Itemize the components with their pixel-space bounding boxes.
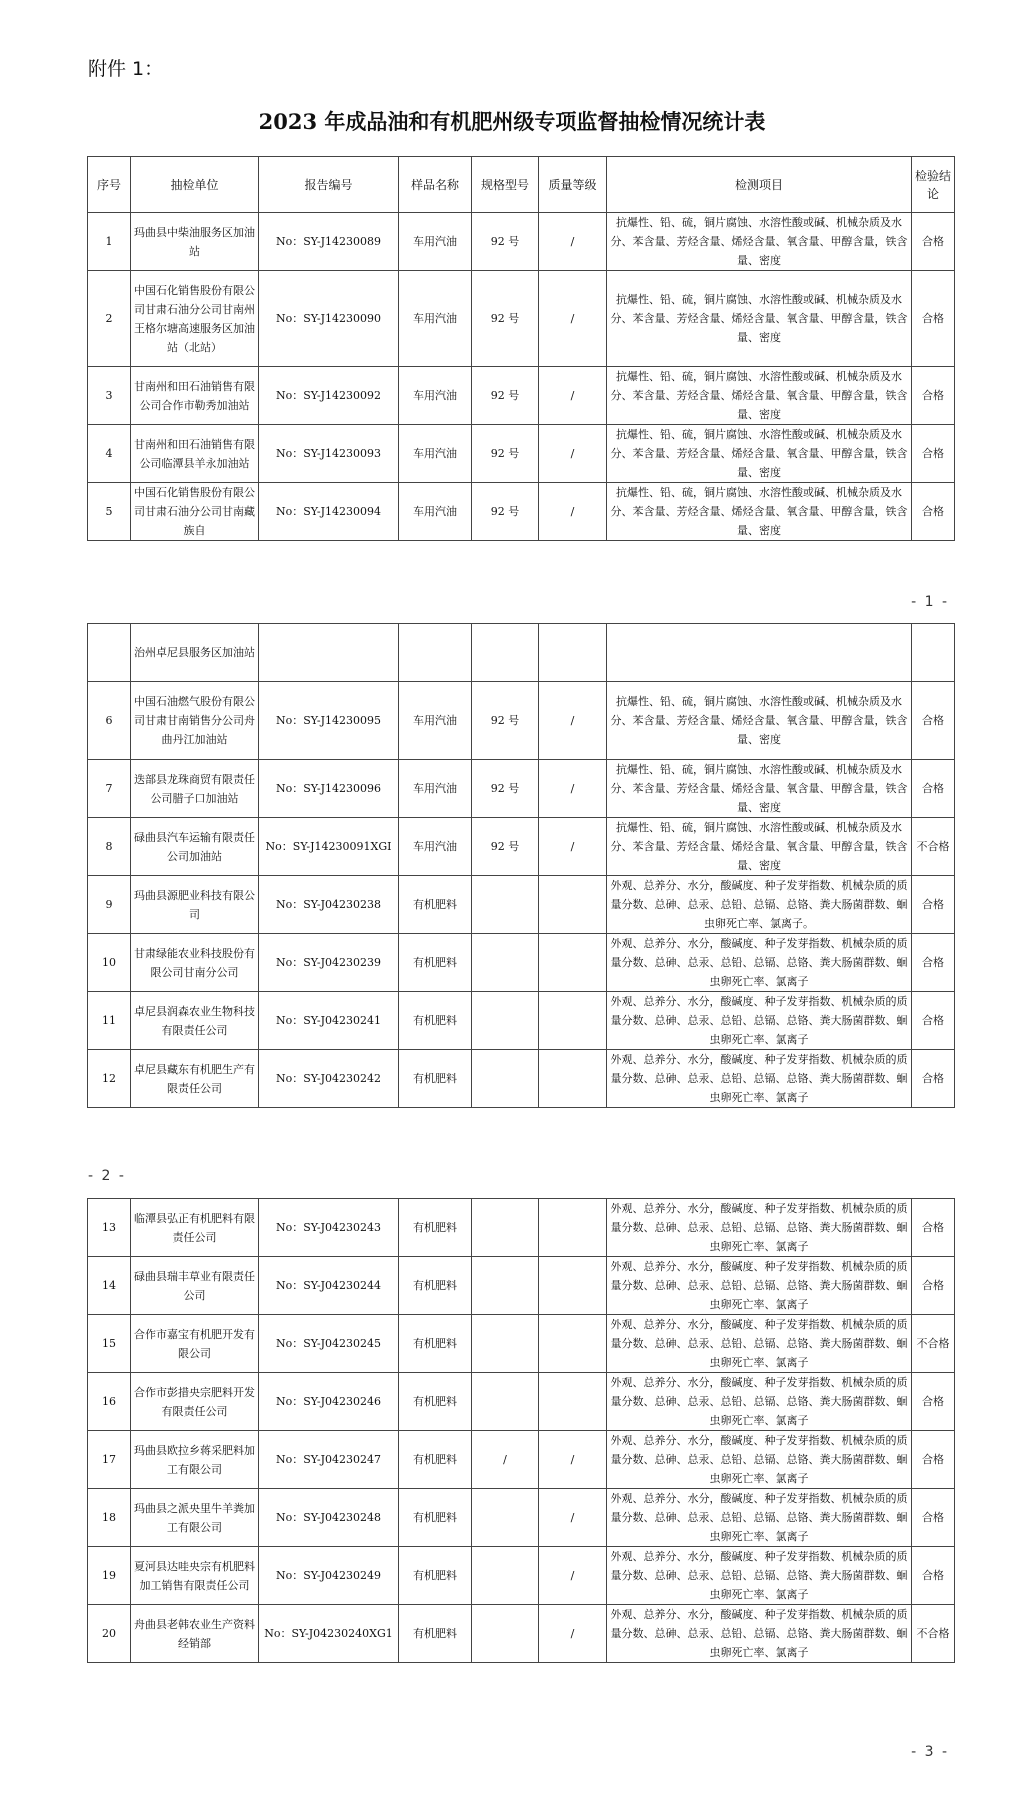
- cell-items: 外观、总养分、水分，酸碱度、种子发芽指数、机械杂质的质量分数、总砷、总汞、总铅、总镉、总铬、粪大肠菌群数、蛔虫卵死亡率、氯离子: [607, 1431, 912, 1489]
- header-grade: 质量等级: [539, 157, 607, 213]
- inspection-table-page1: [87, 156, 955, 541]
- cell-items: 抗爆性、铅、硫，铜片腐蚀、水溶性酸或碱、机械杂质及水分、苯含量、芳烃含量、烯烃含量、氧含量、甲醇含量，铁含量、密度: [607, 760, 912, 818]
- cell-unit: 中国石化销售股份有限公司甘肃石油分公司甘南藏族自: [131, 483, 259, 541]
- cell-sample: 有机肥料: [399, 1605, 472, 1663]
- cell-spec: [472, 1257, 539, 1315]
- cell-spec: 92 号: [472, 271, 539, 367]
- page-number-2: - 2 -: [88, 1168, 126, 1184]
- header-no: 序号: [88, 157, 131, 213]
- cell-grade: /: [539, 818, 607, 876]
- table-body-page1: [88, 213, 955, 541]
- cell-grade: /: [539, 213, 607, 271]
- table-row: [88, 1605, 955, 1663]
- cell-report: No：SY-J04230242: [259, 1050, 399, 1108]
- cell-grade: /: [539, 1547, 607, 1605]
- cell-sample: 有机肥料: [399, 876, 472, 934]
- table-row: [88, 367, 955, 425]
- cell-sample: [399, 624, 472, 682]
- cell-no: 9: [88, 876, 131, 934]
- cell-items: 抗爆性、铅、硫，铜片腐蚀、水溶性酸或碱、机械杂质及水分、苯含量、芳烃含量、烯烃含量、氧含量、甲醇含量，铁含量、密度: [607, 367, 912, 425]
- cell-spec: 92 号: [472, 682, 539, 760]
- cell-result: 合格: [912, 992, 955, 1050]
- inspection-table-page3: [87, 1198, 955, 1663]
- cell-report: No：SY-J14230092: [259, 367, 399, 425]
- cell-grade: [539, 1050, 607, 1108]
- cell-unit: 甘南州和田石油销售有限公司临潭县羊永加油站: [131, 425, 259, 483]
- cell-no: 3: [88, 367, 131, 425]
- cell-result: 不合格: [912, 1605, 955, 1663]
- header-report: 报告编号: [259, 157, 399, 213]
- cell-result: [912, 624, 955, 682]
- cell-result: 合格: [912, 1489, 955, 1547]
- annex-label: 附件 1：: [88, 58, 164, 80]
- cell-items: 抗爆性、铅、硫，铜片腐蚀、水溶性酸或碱、机械杂质及水分、苯含量、芳烃含量、烯烃含量、氧含量、甲醇含量，铁含量、密度: [607, 425, 912, 483]
- cell-spec: 92 号: [472, 818, 539, 876]
- table-row: [88, 1489, 955, 1547]
- cell-spec: [472, 1489, 539, 1547]
- cell-unit: 玛曲县欧拉乡蒋采肥料加工有限公司: [131, 1431, 259, 1489]
- cell-report: No：SY-J14230090: [259, 271, 399, 367]
- cell-unit: 甘肃绿能农业科技股份有限公司甘南分公司: [131, 934, 259, 992]
- cell-report: No：SY-J04230246: [259, 1373, 399, 1431]
- cell-result: 合格: [912, 682, 955, 760]
- cell-spec: 92 号: [472, 483, 539, 541]
- cell-items: 外观、总养分、水分，酸碱度、种子发芽指数、机械杂质的质量分数、总砷、总汞、总铅、总镉、总铬、粪大肠菌群数、蛔虫卵死亡率、氯离子: [607, 1050, 912, 1108]
- table-row: [88, 934, 955, 992]
- table-row: [88, 760, 955, 818]
- header-spec: 规格型号: [472, 157, 539, 213]
- cell-sample: 有机肥料: [399, 1050, 472, 1108]
- cell-report: No：SY-J14230096: [259, 760, 399, 818]
- cell-no: 6: [88, 682, 131, 760]
- inspection-table-page2: [87, 623, 955, 1108]
- cell-unit: 中国石化销售股份有限公司甘肃石油分公司甘南州王格尔塘高速服务区加油站（北站）: [131, 271, 259, 367]
- page-number-1: - 1 -: [911, 594, 949, 610]
- cell-grade: [539, 876, 607, 934]
- cell-grade: /: [539, 682, 607, 760]
- cell-grade: [539, 1199, 607, 1257]
- cell-report: No：SY-J04230238: [259, 876, 399, 934]
- cell-grade: [539, 1373, 607, 1431]
- cell-grade: /: [539, 367, 607, 425]
- cell-sample: 车用汽油: [399, 271, 472, 367]
- cell-spec: [472, 624, 539, 682]
- cell-no: 11: [88, 992, 131, 1050]
- cell-no: 19: [88, 1547, 131, 1605]
- cell-report: No：SY-J14230093: [259, 425, 399, 483]
- table-row: [88, 682, 955, 760]
- cell-no: 4: [88, 425, 131, 483]
- cell-unit: 合作市嘉宝有机肥开发有限公司: [131, 1315, 259, 1373]
- cell-report: No：SY-J04230240XG1: [259, 1605, 399, 1663]
- cell-no: 5: [88, 483, 131, 541]
- cell-result: 合格: [912, 876, 955, 934]
- cell-items: [607, 624, 912, 682]
- cell-sample: 车用汽油: [399, 760, 472, 818]
- table-body-page2: [88, 624, 955, 1108]
- cell-grade: [539, 992, 607, 1050]
- cell-grade: /: [539, 483, 607, 541]
- table-row: [88, 483, 955, 541]
- table-row: [88, 1257, 955, 1315]
- cell-sample: 车用汽油: [399, 483, 472, 541]
- cell-no: 17: [88, 1431, 131, 1489]
- cell-items: 外观、总养分、水分，酸碱度、种子发芽指数、机械杂质的质量分数、总砷、总汞、总铅、总镉、总铬、粪大肠菌群数、蛔虫卵死亡率、氯离子: [607, 992, 912, 1050]
- cell-spec: [472, 876, 539, 934]
- cell-report: No：SY-J04230244: [259, 1257, 399, 1315]
- cell-items: 抗爆性、铅、硫，铜片腐蚀、水溶性酸或碱、机械杂质及水分、苯含量、芳烃含量、烯烃含量、氧含量、甲醇含量，铁含量、密度: [607, 483, 912, 541]
- cell-result: 合格: [912, 1547, 955, 1605]
- cell-items: 抗爆性、铅、硫，铜片腐蚀、水溶性酸或碱、机械杂质及水分、苯含量、芳烃含量、烯烃含量、氧含量、甲醇含量，铁含量、密度: [607, 271, 912, 367]
- cell-spec: [472, 934, 539, 992]
- cell-grade: [539, 1315, 607, 1373]
- page-title: 2023 年成品油和有机肥州级专项监督抽检情况统计表: [258, 109, 766, 134]
- table-row: [88, 1431, 955, 1489]
- table-body-page3: [88, 1199, 955, 1663]
- cell-result: 合格: [912, 1373, 955, 1431]
- cell-grade: /: [539, 1489, 607, 1547]
- cell-result: 不合格: [912, 1315, 955, 1373]
- cell-result: 合格: [912, 367, 955, 425]
- cell-grade: [539, 624, 607, 682]
- header-unit: 抽检单位: [131, 157, 259, 213]
- cell-no: 8: [88, 818, 131, 876]
- cell-no: 16: [88, 1373, 131, 1431]
- cell-items: 外观、总养分、水分，酸碱度、种子发芽指数、机械杂质的质量分数、总砷、总汞、总铅、总镉、总铬、粪大肠菌群数、蛔虫卵死亡率、氯离子: [607, 934, 912, 992]
- cell-sample: 有机肥料: [399, 1489, 472, 1547]
- cell-sample: 有机肥料: [399, 1199, 472, 1257]
- cell-result: 合格: [912, 760, 955, 818]
- cell-spec: [472, 1605, 539, 1663]
- cell-report: No：SY-J14230091XGI: [259, 818, 399, 876]
- table-row: [88, 213, 955, 271]
- page-number-3: - 3 -: [911, 1744, 949, 1760]
- table-row: [88, 1199, 955, 1257]
- cell-sample: 有机肥料: [399, 992, 472, 1050]
- cell-unit: 碌曲县瑞丰草业有限责任公司: [131, 1257, 259, 1315]
- cell-sample: 有机肥料: [399, 1257, 472, 1315]
- cell-unit: 夏河县达哇央宗有机肥料加工销售有限责任公司: [131, 1547, 259, 1605]
- cell-sample: 有机肥料: [399, 1431, 472, 1489]
- cell-unit: 合作市彭措央宗肥料开发有限责任公司: [131, 1373, 259, 1431]
- table-row: [88, 1547, 955, 1605]
- cell-items: 外观、总养分、水分，酸碱度、种子发芽指数、机械杂质的质量分数、总砷、总汞、总铅、总镉、总铬、粪大肠菌群数、蛔虫卵死亡率、氯离子。: [607, 876, 912, 934]
- cell-grade: /: [539, 271, 607, 367]
- cell-no: 2: [88, 271, 131, 367]
- cell-spec: [472, 1373, 539, 1431]
- cell-sample: 车用汽油: [399, 818, 472, 876]
- cell-grade: /: [539, 1431, 607, 1489]
- cell-result: 合格: [912, 483, 955, 541]
- cell-report: No：SY-J14230089: [259, 213, 399, 271]
- cell-no: 18: [88, 1489, 131, 1547]
- cell-no: 7: [88, 760, 131, 818]
- cell-sample: 有机肥料: [399, 1547, 472, 1605]
- cell-spec: 92 号: [472, 425, 539, 483]
- cell-unit: 玛曲县之派央里牛羊粪加工有限公司: [131, 1489, 259, 1547]
- cell-no: 15: [88, 1315, 131, 1373]
- cell-unit: 玛曲县源肥业科技有限公司: [131, 876, 259, 934]
- cell-items: 外观、总养分、水分，酸碱度、种子发芽指数、机械杂质的质量分数、总砷、总汞、总铅、总镉、总铬、粪大肠菌群数、蛔虫卵死亡率、氯离子: [607, 1605, 912, 1663]
- table-row: [88, 1315, 955, 1373]
- cell-grade: [539, 934, 607, 992]
- cell-result: 合格: [912, 213, 955, 271]
- cell-report: No：SY-J04230249: [259, 1547, 399, 1605]
- table-row: [88, 271, 955, 367]
- cell-grade: /: [539, 425, 607, 483]
- cell-unit: 治州卓尼县服务区加油站: [131, 624, 259, 682]
- cell-items: 外观、总养分、水分，酸碱度、种子发芽指数、机械杂质的质量分数、总砷、总汞、总铅、总镉、总铬、粪大肠菌群数、蛔虫卵死亡率、氯离子: [607, 1199, 912, 1257]
- cell-unit: 甘南州和田石油销售有限公司合作市勒秀加油站: [131, 367, 259, 425]
- table-row: [88, 1373, 955, 1431]
- table-row: [88, 818, 955, 876]
- cell-no: 13: [88, 1199, 131, 1257]
- cell-spec: [472, 1199, 539, 1257]
- cell-report: [259, 624, 399, 682]
- header-items: 检测项目: [607, 157, 912, 213]
- cell-sample: 车用汽油: [399, 213, 472, 271]
- cell-no: 20: [88, 1605, 131, 1663]
- cell-spec: 92 号: [472, 367, 539, 425]
- cell-result: 合格: [912, 425, 955, 483]
- cell-spec: [472, 1547, 539, 1605]
- header-result: 检验结论: [912, 157, 955, 213]
- cell-items: 外观、总养分、水分，酸碱度、种子发芽指数、机械杂质的质量分数、总砷、总汞、总铅、总镉、总铬、粪大肠菌群数、蛔虫卵死亡率、氯离子: [607, 1257, 912, 1315]
- cell-grade: /: [539, 1605, 607, 1663]
- cell-no: 14: [88, 1257, 131, 1315]
- cell-report: No：SY-J04230239: [259, 934, 399, 992]
- cell-spec: [472, 1315, 539, 1373]
- cell-items: 外观、总养分、水分，酸碱度、种子发芽指数、机械杂质的质量分数、总砷、总汞、总铅、总镉、总铬、粪大肠菌群数、蛔虫卵死亡率、氯离子: [607, 1315, 912, 1373]
- cell-report: No：SY-J14230095: [259, 682, 399, 760]
- cell-sample: 有机肥料: [399, 1315, 472, 1373]
- cell-unit: 卓尼县藏东有机肥生产有限责任公司: [131, 1050, 259, 1108]
- cell-no: [88, 624, 131, 682]
- table-row: [88, 624, 955, 682]
- cell-result: 不合格: [912, 818, 955, 876]
- table-row: [88, 425, 955, 483]
- cell-report: No：SY-J04230243: [259, 1199, 399, 1257]
- cell-sample: 车用汽油: [399, 682, 472, 760]
- cell-result: 合格: [912, 271, 955, 367]
- cell-unit: 玛曲县中柴油服务区加油站: [131, 213, 259, 271]
- cell-report: No：SY-J04230247: [259, 1431, 399, 1489]
- cell-sample: 有机肥料: [399, 1373, 472, 1431]
- cell-items: 外观、总养分、水分，酸碱度、种子发芽指数、机械杂质的质量分数、总砷、总汞、总铅、总镉、总铬、粪大肠菌群数、蛔虫卵死亡率、氯离子: [607, 1373, 912, 1431]
- cell-spec: 92 号: [472, 213, 539, 271]
- table-row: [88, 992, 955, 1050]
- cell-unit: 中国石油燃气股份有限公司甘肃甘南销售分公司舟曲丹江加油站: [131, 682, 259, 760]
- cell-spec: /: [472, 1431, 539, 1489]
- cell-result: 合格: [912, 1431, 955, 1489]
- cell-no: 10: [88, 934, 131, 992]
- cell-no: 12: [88, 1050, 131, 1108]
- cell-sample: 车用汽油: [399, 367, 472, 425]
- cell-report: No：SY-J14230094: [259, 483, 399, 541]
- cell-result: 合格: [912, 1257, 955, 1315]
- cell-items: 外观、总养分、水分，酸碱度、种子发芽指数、机械杂质的质量分数、总砷、总汞、总铅、总镉、总铬、粪大肠菌群数、蛔虫卵死亡率、氯离子: [607, 1547, 912, 1605]
- cell-unit: 迭部县龙珠商贸有限责任公司腊子口加油站: [131, 760, 259, 818]
- table-row: [88, 1050, 955, 1108]
- cell-no: 1: [88, 213, 131, 271]
- cell-unit: 临潭县弘正有机肥料有限责任公司: [131, 1199, 259, 1257]
- cell-unit: 卓尼县润森农业生物科技有限责任公司: [131, 992, 259, 1050]
- cell-grade: /: [539, 760, 607, 818]
- cell-items: 外观、总养分、水分，酸碱度、种子发芽指数、机械杂质的质量分数、总砷、总汞、总铅、总镉、总铬、粪大肠菌群数、蛔虫卵死亡率、氯离子: [607, 1489, 912, 1547]
- cell-sample: 车用汽油: [399, 425, 472, 483]
- cell-result: 合格: [912, 1050, 955, 1108]
- cell-spec: [472, 1050, 539, 1108]
- cell-report: No：SY-J04230241: [259, 992, 399, 1050]
- cell-unit: 碌曲县汽车运输有限责任公司加油站: [131, 818, 259, 876]
- cell-items: 抗爆性、铅、硫，铜片腐蚀、水溶性酸或碱、机械杂质及水分、苯含量、芳烃含量、烯烃含量、氧含量、甲醇含量，铁含量、密度: [607, 682, 912, 760]
- cell-report: No：SY-J04230245: [259, 1315, 399, 1373]
- cell-result: 合格: [912, 1199, 955, 1257]
- cell-sample: 有机肥料: [399, 934, 472, 992]
- cell-spec: [472, 992, 539, 1050]
- cell-spec: 92 号: [472, 760, 539, 818]
- cell-items: 抗爆性、铅、硫，铜片腐蚀、水溶性酸或碱、机械杂质及水分、苯含量、芳烃含量、烯烃含量、氧含量、甲醇含量，铁含量、密度: [607, 818, 912, 876]
- cell-unit: 舟曲县老韩农业生产资料经销部: [131, 1605, 259, 1663]
- cell-result: 合格: [912, 934, 955, 992]
- cell-items: 抗爆性、铅、硫，铜片腐蚀、水溶性酸或碱、机械杂质及水分、苯含量、芳烃含量、烯烃含量、氧含量、甲醇含量，铁含量、密度: [607, 213, 912, 271]
- cell-report: No：SY-J04230248: [259, 1489, 399, 1547]
- header-sample: 样品名称: [399, 157, 472, 213]
- cell-grade: [539, 1257, 607, 1315]
- table-row: [88, 876, 955, 934]
